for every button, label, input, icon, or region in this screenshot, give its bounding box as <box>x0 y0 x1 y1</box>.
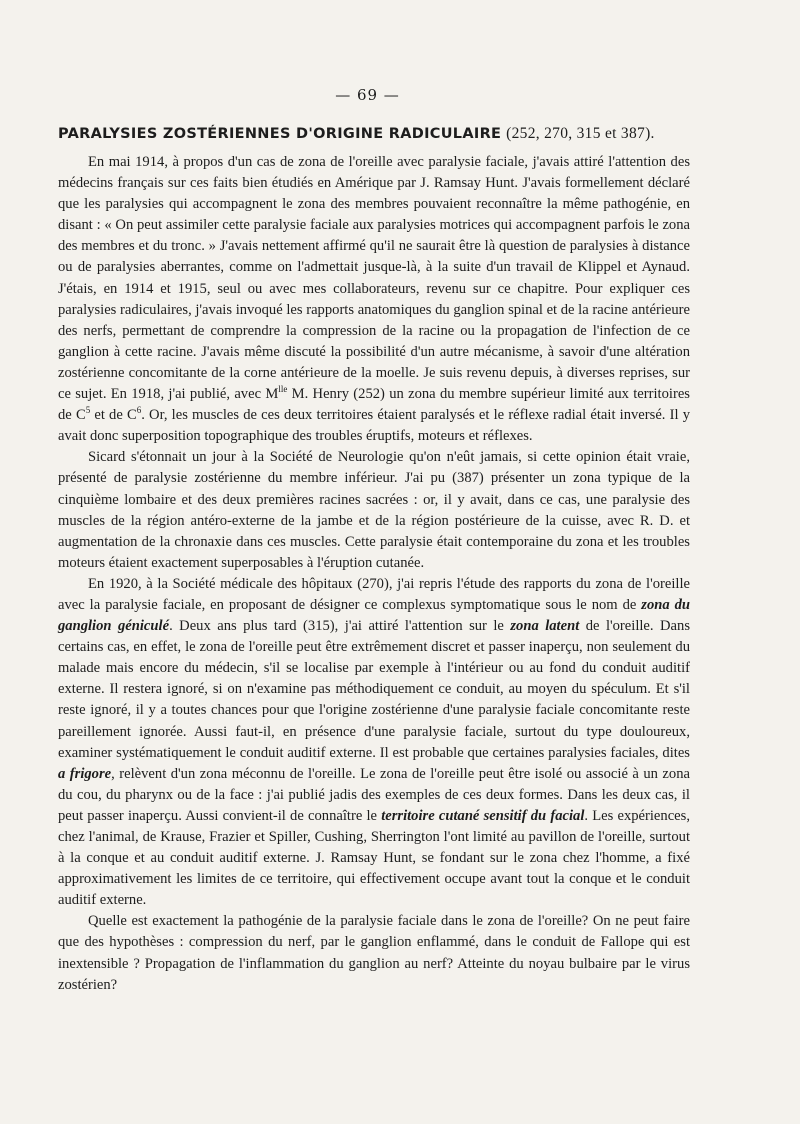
page-number: — 69 — <box>335 86 400 104</box>
paragraph-text: En 1920, à la Société médicale des hôpitaux (270), j'ai repris l'étude des rapports du zona de l'oreille avec la paralysie faciale, en proposant de désigner ce complexus symptomatique sous le nom de <box>58 575 690 613</box>
paragraph-text: et de C <box>90 407 137 424</box>
paragraph <box>58 911 690 995</box>
emphasis-text: a frigore <box>58 765 112 782</box>
paragraph-text: Sicard s'étonnait un jour à la Société de Neurologie qu'on n'eût jamais, si cette opinion était vraie, présenté de paralysie zostérienne du membre inférieur. J'ai pu (387) présenter un zona typique de la cinquième lombaire et des deux premières racines sacrées : or, il y avait, dans ce cas, une paralysie des muscles de la région antéro-externe de la jambe et de la région postérieure de la cuisse, avec R. D. et augmentation de la chronaxie dans ces muscles. Cette paralysie était contemporaine du zona et les troubles moteurs étaient exactement superposables à l'éruption cutanée. <box>58 449 690 571</box>
body-text <box>58 152 690 996</box>
emphasis-text: zona latent <box>510 618 580 635</box>
paragraph-text: . Les expériences, chez l'animal, de Krause, Frazier et Spiller, Cushing, Sherrington l'ont limité au pavillon de l'oreille, surtout à la conque et au conduit auditif externe. J. Ramsay Hunt, se fondant sur le zona chez l'homme, a fixé approximativement les limites de ce territoire, qui effectivement occupe avant tout la conque et le conduit auditif externe. <box>58 807 690 909</box>
paragraph-text: de l'oreille. Dans certains cas, en effet, le zona de l'oreille peut être extrêmement discret et passer inaperçu, non seulement du malade mais encore du médecin, s'il se localise par exemple à l'intérieur ou au fond du conduit auditif externe. Il restera ignoré, si on n'examine pas méthodiquement ce conduit, au moyen du spéculum. Et s'il reste ignoré, il y a toutes chances pour que l'origine zostérienne d'une paralysie faciale concomitante reste pareillement ignorée. Aussi faut-il, en présence d'une paralysie faciale, surtout du type douloureux, examiner systématiquement le conduit auditif externe. Il est probable que certaines paralysies faciales, dites <box>58 618 691 761</box>
emphasis-text: territoire cutané sensitif du facial <box>381 807 585 824</box>
paragraph-text: En mai 1914, à propos d'un cas de zona de l'oreille avec paralysie faciale, j'avais attiré l'attention des médecins français sur ces faits bien étudiés en Amérique par J. Ramsay Hunt. J'avais formellement déclaré que les paralysies qui accompagnent le zona des membres pouvaient reconnaître la même pathogénie, en disant : « On peut assimiler cette paralysie faciale aux paralysies motrices qui accompagnent parfois le zona des membres et du tronc. » J'avais nettement affirmé qu'il ne saurait être là question de paralysies à distance ou de paralysies aberrantes, comme on l'admettait jusque-là, à la suite d'un travail de Klippel et Aynaud. J'étais, en 1914 et 1915, seul ou avec mes collaborateurs, revenu sur ce chapitre. Pour expliquer ces paralysies radiculaires, j'avais invoqué les rapports anatomiques du ganglion spinal et de la racine antérieure des nerfs, permettant de comprendre la compression de la racine ou la propagation de l'infection de ce ganglion à cette racine. J'avais même discuté la possibilité d'un autre mécanisme, à savoir d'une altération zostérienne concomitante de la corne antérieure de la moelle. Je suis revenu depuis, à diverses reprises, sur ce sujet. En 1918, j'ai publié, avec M <box>58 154 690 403</box>
section-references: (252, 270, 315 et 387). <box>506 125 655 142</box>
paragraph <box>58 574 690 912</box>
paragraph-text: , relèvent d'un zona méconnu de l'oreille. Le zona de l'oreille peut être isolé ou associé à un zona du cou, du pharynx ou de la face : j'ai publié jadis des exemples de ces deux formes. Dans les deux cas, il peut passer inaperçu. Aussi convient-il de connaître le <box>58 765 690 824</box>
superscript-text: 5 <box>85 405 91 416</box>
paragraph-text: M. Henry (252) un zona du membre supérieur limité aux territoires de C <box>58 386 690 424</box>
paragraph-text: . Or, les muscles de ces deux territoires étaient paralysés et le réflexe radial était inversé. Il y avait donc superposition topographique des troubles éruptifs, moteurs et réflexes. <box>58 407 690 445</box>
superscript-text: 6 <box>136 405 142 416</box>
page-content <box>58 122 690 996</box>
paragraph <box>58 152 690 447</box>
paragraph-text: Quelle est exactement la pathogénie de la paralysie faciale dans le zona de l'oreille? On ne peut faire que des hypothèses : compression du nerf, par le ganglion enflammé, dans le conduit de Fallope qui est inextensible ? Propagation de l'inflammation du ganglion au nerf? Atteinte du noyau bulbaire par le virus zostérien? <box>58 913 690 993</box>
emphasis-text: zona du ganglion géniculé <box>58 596 690 635</box>
paragraph <box>58 447 690 574</box>
paragraph-text: . Deux ans plus tard (315), j'ai attiré l'attention sur le <box>169 618 511 635</box>
section-title: PARALYSIES ZOSTÉRIENNES D'ORIGINE RADICULAIRE <box>58 126 502 142</box>
superscript-text: lle <box>278 384 288 395</box>
section-heading <box>58 122 690 146</box>
